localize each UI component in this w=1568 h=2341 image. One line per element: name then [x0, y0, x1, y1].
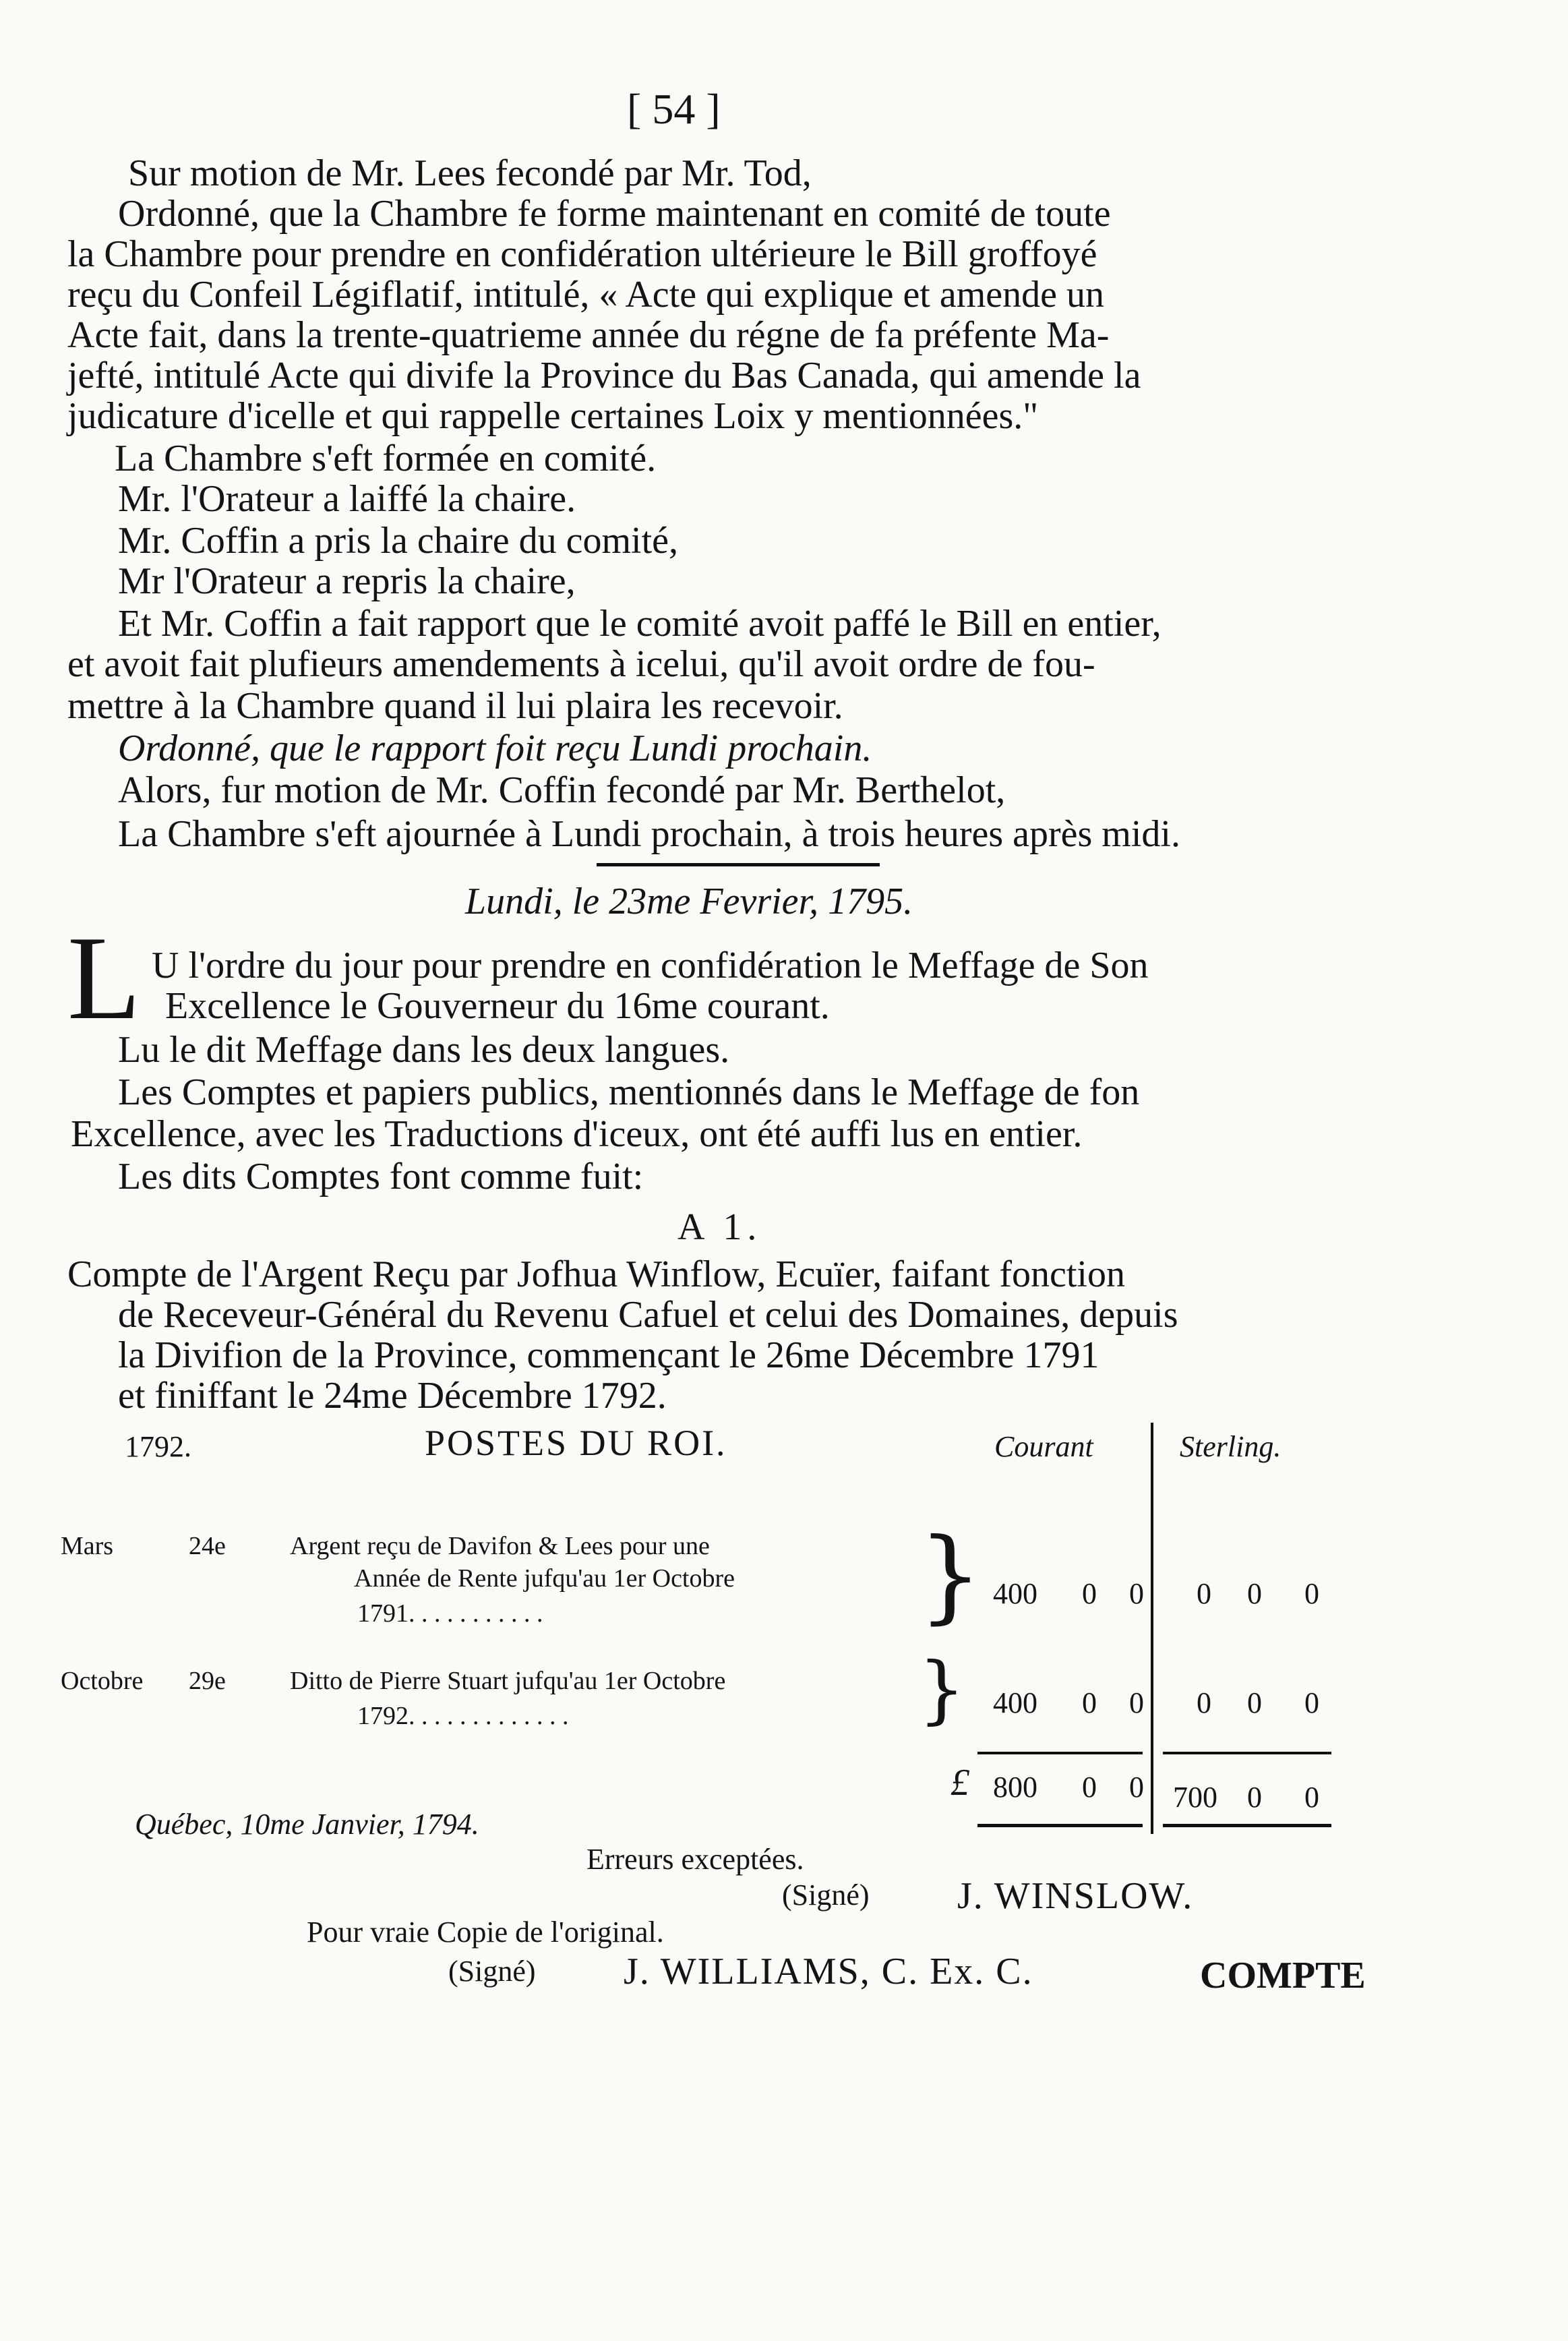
total-sterling-shillings: 0: [1247, 1781, 1262, 1814]
text-line: et avoit fait plufieurs amendements à icelui, qu'il avoit ordre de fou-: [67, 643, 1095, 685]
row-day: 24e: [189, 1532, 226, 1560]
row-sterling-shillings: 0: [1247, 1686, 1262, 1719]
text-line: mettre à la Chambre quand il lui plaira les recevoir.: [67, 685, 843, 727]
catchword: COMPTE: [1200, 1955, 1366, 1996]
row-sterling-shillings: 0: [1247, 1577, 1262, 1610]
compte-line: la Divifion de la Province, commençant le 26me Décembre 1791: [118, 1334, 1099, 1376]
section-label: A 1.: [677, 1206, 762, 1248]
text-line: U l'ordre du jour pour prendre en confidération le Meffage de Son: [152, 945, 1149, 986]
compte-line: et finiffant le 24me Décembre 1792.: [118, 1375, 667, 1417]
row-description: 1792. . . . . . . . . . . . .: [357, 1702, 569, 1730]
text-line: reçu du Confeil Légiflatif, intitulé, « Acte qui explique et amende un: [67, 274, 1104, 316]
text-line: Alors, fur motion de Mr. Coffin fecondé par Mr. Berthelot,: [118, 769, 1006, 811]
row-day: 29e: [189, 1667, 226, 1695]
place-date: Québec, 10me Janvier, 1794.: [135, 1808, 479, 1841]
total-currency-symbol: £: [951, 1762, 969, 1804]
row-brace: }: [918, 1517, 983, 1634]
text-line: Ordonné, que la Chambre fe forme maintenant en comité de toute: [118, 193, 1111, 235]
text-line: Mr. l'Orateur a laiffé la chaire.: [118, 478, 576, 520]
row-sterling-pence: 0: [1304, 1686, 1319, 1719]
total-rule: [977, 1752, 1143, 1754]
total-rule: [1163, 1752, 1331, 1754]
row-sterling-pounds: 0: [1197, 1577, 1211, 1610]
column-divider: [1151, 1423, 1153, 1834]
text-line: judicature d'icelle et qui rappelle certaines Loix y mentionnées.": [67, 395, 1039, 437]
text-line: Mr. Coffin a pris la chaire du comité,: [118, 520, 678, 562]
text-line: La Chambre s'eft formée en comité.: [115, 438, 657, 479]
row-courant-shillings: 0: [1082, 1686, 1097, 1719]
row-month: Octobre: [61, 1667, 144, 1695]
total-double-rule: [977, 1824, 1143, 1827]
total-courant-pounds: 800: [993, 1771, 1037, 1804]
compte-line: de Receveur-Général du Revenu Cafuel et celui des Domaines, depuis: [118, 1294, 1178, 1336]
text-line: jefté, intitulé Acte qui divife la Province du Bas Canada, qui amende la: [67, 355, 1141, 396]
text-line: Lu le dit Meffage dans les deux langues.: [118, 1029, 730, 1071]
signer-williams: J. WILLIAMS, C. Ex. C.: [624, 1951, 1033, 1992]
total-courant-pence: 0: [1129, 1771, 1144, 1804]
text-line: Mr l'Orateur a repris la chaire,: [118, 560, 576, 602]
date-heading: Lundi, le 23me Fevrier, 1795.: [465, 881, 913, 922]
total-courant-shillings: 0: [1082, 1771, 1097, 1804]
table-year: 1792.: [125, 1430, 191, 1463]
row-courant-pence: 0: [1129, 1577, 1144, 1610]
text-line: Et Mr. Coffin a fait rapport que le comité avoit paffé le Bill en entier,: [118, 603, 1162, 645]
page-number: [ 54 ]: [627, 85, 721, 133]
row-description: Argent reçu de Davifon & Lees pour une: [290, 1532, 710, 1560]
row-month: Mars: [61, 1532, 114, 1560]
row-sterling-pence: 0: [1304, 1577, 1319, 1610]
row-sterling-pounds: 0: [1197, 1686, 1211, 1719]
text-line: Ordonné, que le rapport foit reçu Lundi prochain.: [118, 728, 872, 769]
row-courant-pence: 0: [1129, 1686, 1144, 1719]
column-header-sterling: Sterling.: [1180, 1430, 1281, 1463]
text-line: la Chambre pour prendre en confidération ultérieure le Bill groffoyé: [67, 233, 1097, 275]
row-description: Année de Rente jufqu'au 1er Octobre: [354, 1564, 735, 1593]
text-line: Excellence, avec les Traductions d'iceux, ont été auffi lus en entier.: [71, 1113, 1083, 1155]
row-description: Ditto de Pierre Stuart jufqu'au 1er Octobre: [290, 1667, 726, 1695]
erreurs-exceptees: Erreurs exceptées.: [586, 1843, 804, 1876]
text-line: Acte fait, dans la trente-quatrieme année du régne de fa préfente Ma-: [67, 314, 1110, 356]
drop-cap: L: [67, 911, 141, 1044]
signe-label: (Signé): [782, 1878, 870, 1912]
pour-vraie-copie: Pour vraie Copie de l'original.: [307, 1916, 664, 1949]
row-brace: }: [918, 1646, 965, 1732]
total-sterling-pence: 0: [1304, 1781, 1319, 1814]
row-courant-pounds: 400: [993, 1577, 1037, 1610]
text-line: La Chambre s'eft ajournée à Lundi prochain, à trois heures après midi.: [118, 813, 1180, 855]
row-courant-pounds: 400: [993, 1686, 1037, 1719]
text-line: Sur motion de Mr. Lees fecondé par Mr. Tod,: [128, 152, 812, 194]
section-divider: [597, 863, 880, 866]
table-heading: POSTES DU ROI.: [425, 1423, 727, 1463]
signe-label: (Signé): [448, 1955, 536, 1988]
total-double-rule: [1163, 1824, 1331, 1827]
row-courant-shillings: 0: [1082, 1577, 1097, 1610]
text-line: Les Comptes et papiers publics, mentionnés dans le Meffage de fon: [118, 1071, 1140, 1113]
compte-line: Compte de l'Argent Reçu par Jofhua Winflow, Ecuïer, faifant fonction: [67, 1253, 1125, 1295]
text-line: Excellence le Gouverneur du 16me courant.: [165, 985, 830, 1027]
text-line: Les dits Comptes font comme fuit:: [118, 1156, 644, 1197]
signer-winslow: J. WINSLOW.: [957, 1875, 1194, 1917]
column-header-courant: Courant: [994, 1430, 1093, 1463]
total-sterling-pounds: 700: [1173, 1781, 1217, 1814]
row-description: 1791. . . . . . . . . . .: [357, 1599, 543, 1628]
